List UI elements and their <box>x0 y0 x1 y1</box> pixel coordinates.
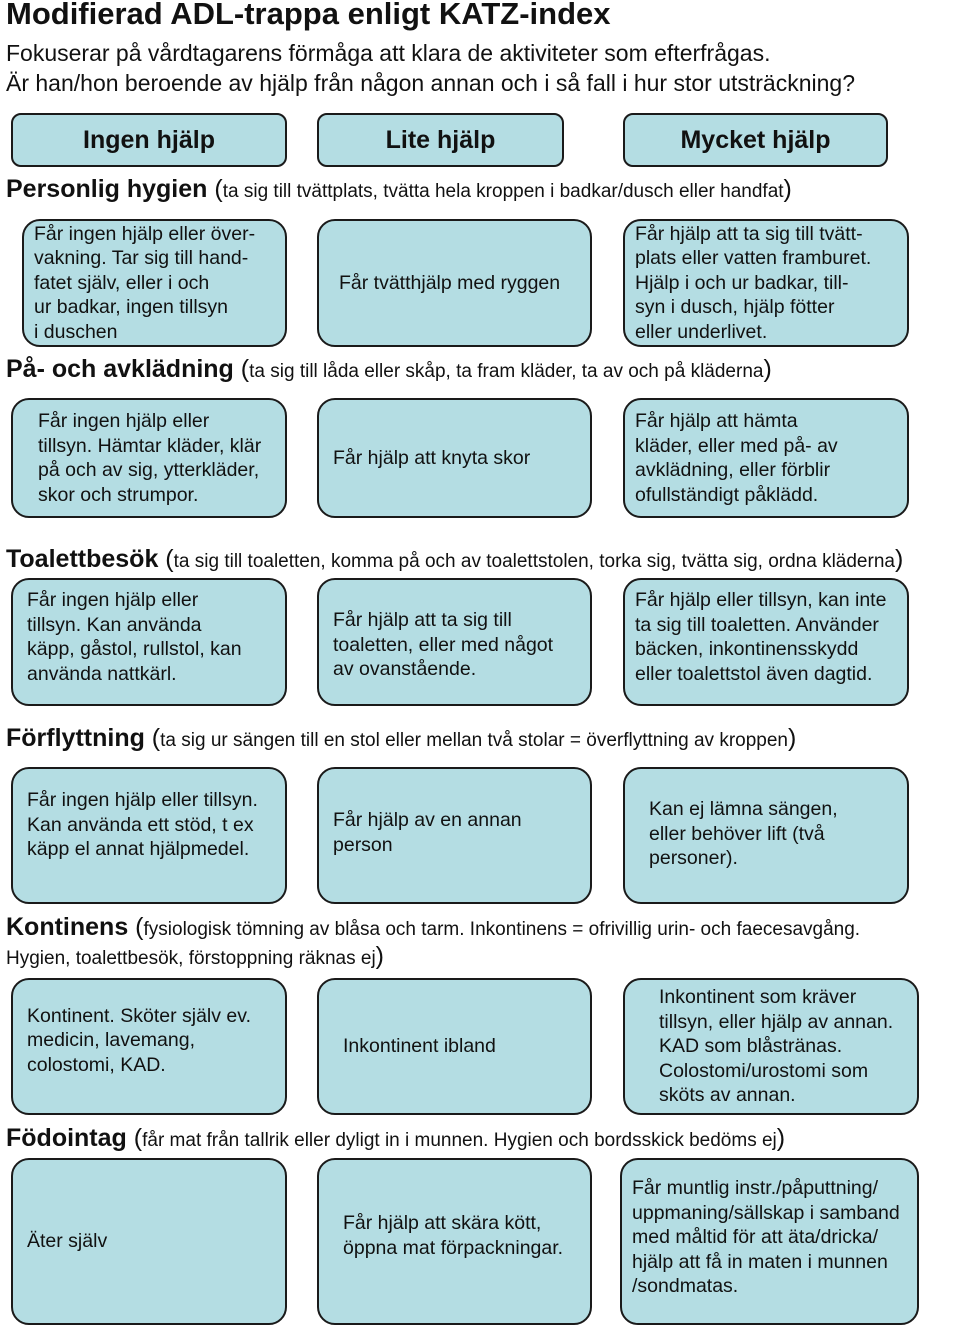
section-title-forflyttning: Förflyttning (ta sig ur sängen till en stol eller mellan två stolar = överflyttning av kroppen) <box>6 724 797 752</box>
forflyttning-mycket-box: Kan ej lämna sängen, eller behöver lift (två personer). <box>623 767 909 904</box>
column-header-ingen-hjalp: Ingen hjälp <box>11 113 287 167</box>
fodointag-ingen-box: Äter själv <box>11 1158 287 1325</box>
toalett-ingen-box: Får ingen hjälp eller tillsyn. Kan använda käpp, gåstol, rullstol, kan använda nattkärl. <box>11 578 287 706</box>
kontinens-ingen-box: Kontinent. Sköter själv ev. medicin, lavemang, colostomi, KAD. <box>11 978 287 1115</box>
forflyttning-lite-box: Får hjälp av en annan person <box>317 767 592 904</box>
hygien-ingen-box: Får ingen hjälp eller över- vakning. Tar sig till hand- fatet själv, eller i och ur badkar, ingen tillsyn i duschen <box>22 219 287 347</box>
kladning-mycket-box: Får hjälp att hämta kläder, eller med på- av avklädning, eller förblir ofullständigt påklädd. <box>623 398 909 518</box>
section-title-fodointag: Födointag (får mat från tallrik eller dyligt in i munnen. Hygien och bordsskick bedöms ej) <box>6 1124 786 1152</box>
kladning-ingen-box: Får ingen hjälp eller tillsyn. Hämtar kläder, klär på och av sig, ytterkläder, skor och strumpor. <box>11 398 287 518</box>
kladning-lite-box: Får hjälp att knyta skor <box>317 398 592 518</box>
forflyttning-ingen-box: Får ingen hjälp eller tillsyn. Kan använda ett stöd, t ex käpp el annat hjälpmedel. <box>11 767 287 904</box>
column-header-mycket-hjalp: Mycket hjälp <box>623 113 888 167</box>
toalett-lite-box: Får hjälp att ta sig till toaletten, eller med något av ovanstående. <box>317 578 592 706</box>
fodointag-mycket-box: Får muntlig instr./påputtning/ uppmaning/sällskap i samband med måltid för att äta/dricka/ hjälp att få in maten i munnen /sondmatas. <box>620 1158 919 1325</box>
hygien-lite-box: Får tvätthjälp med ryggen <box>317 219 592 347</box>
fodointag-lite-box: Får hjälp att skära kött, öppna mat förpackningar. <box>317 1158 592 1325</box>
section-title-personlig-hygien: Personlig hygien (ta sig till tvättplats, tvätta hela kroppen i badkar/dusch eller handfat) <box>6 175 792 203</box>
section-title-toalettbesok: Toalettbesök (ta sig till toaletten, komma på och av toalettstolen, torka sig, tvätta sig, ordna kläderna) <box>6 545 904 573</box>
toalett-mycket-box: Får hjälp eller tillsyn, kan inte ta sig till toaletten. Använder bäcken, inkontinensskydd eller toalettstol även dagtid. <box>623 578 909 706</box>
hygien-mycket-box: Får hjälp att ta sig till tvätt- plats eller vatten framburet. Hjälp i och ur badkar, till- syn i dusch, hjälp fötter eller underlivet. <box>623 219 909 347</box>
page-title: Modifierad ADL-trappa enligt KATZ-index <box>6 0 611 31</box>
kontinens-lite-box: Inkontinent ibland <box>317 978 592 1115</box>
kontinens-mycket-box: Inkontinent som kräver tillsyn, eller hjälp av annan. KAD som blåstränas. Colostomi/urostomi som sköts av annan. <box>623 978 919 1115</box>
section-title-pa-och-avkladning: På- och avklädning (ta sig till låda eller skåp, ta fram kläder, ta av och på kläderna) <box>6 355 772 383</box>
column-header-lite-hjalp: Lite hjälp <box>317 113 564 167</box>
section-title-kontinens: Kontinens (fysiologisk tömning av blåsa och tarm. Inkontinens = ofrivillig urin- och faecesavgång. Hygien, toalettbesök, förstoppning räknas ej) <box>6 913 861 970</box>
subtitle-line-2: Är han/hon beroende av hjälp från någon annan och i så fall i hur stor utsträckning? <box>6 70 856 96</box>
subtitle-line-1: Fokuserar på vårdtagarens förmåga att klara de aktiviteter som efterfrågas. <box>6 40 771 66</box>
